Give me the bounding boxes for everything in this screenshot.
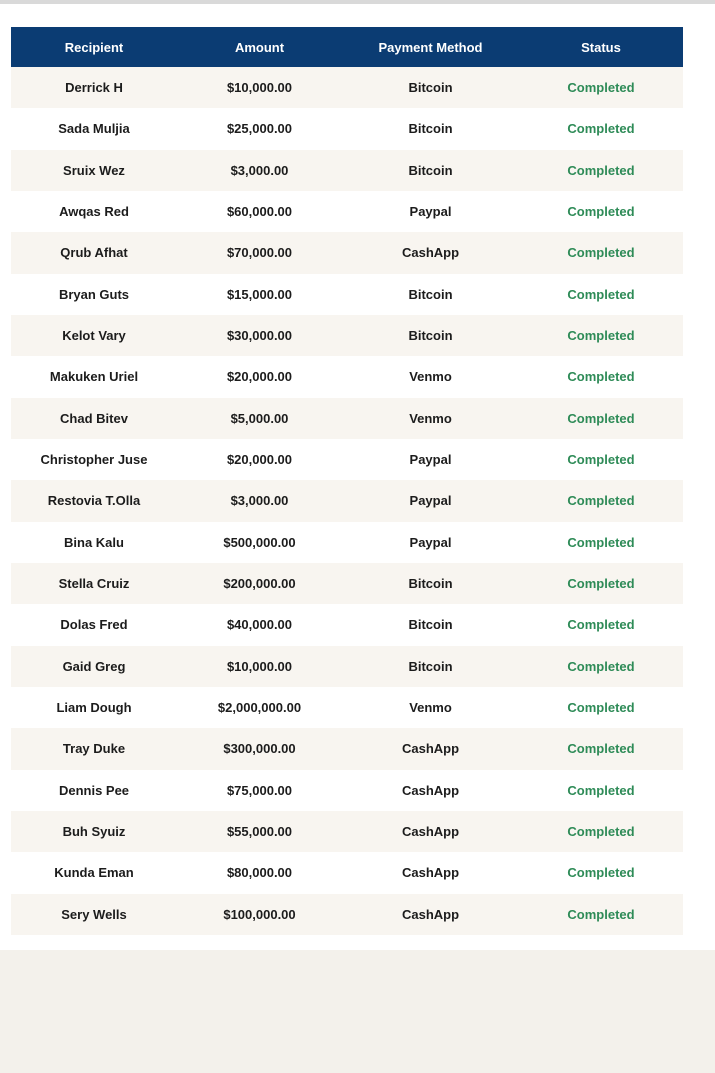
table-body [11, 67, 683, 935]
cell-payment-method: Venmo [342, 687, 519, 728]
cell-status: Completed [519, 67, 683, 108]
cell-recipient: Qrub Afhat [11, 232, 177, 273]
column-header-recipient: Recipient [11, 27, 177, 67]
cell-amount: $3,000.00 [177, 150, 342, 191]
table-row [11, 398, 683, 439]
cell-recipient: Stella Cruiz [11, 563, 177, 604]
cell-amount: $20,000.00 [177, 356, 342, 397]
cell-recipient: Sery Wells [11, 894, 177, 935]
cell-payment-method: Bitcoin [342, 646, 519, 687]
cell-recipient: Dennis Pee [11, 770, 177, 811]
cell-amount: $300,000.00 [177, 728, 342, 769]
cell-status: Completed [519, 646, 683, 687]
table-row [11, 770, 683, 811]
cell-recipient: Gaid Greg [11, 646, 177, 687]
cell-payment-method: Bitcoin [342, 67, 519, 108]
cell-amount: $10,000.00 [177, 646, 342, 687]
cell-payment-method: Paypal [342, 480, 519, 521]
table-row [11, 274, 683, 315]
cell-recipient: Derrick H [11, 67, 177, 108]
cell-amount: $20,000.00 [177, 439, 342, 480]
cell-payment-method: Bitcoin [342, 150, 519, 191]
cell-recipient: Restovia T.Olla [11, 480, 177, 521]
cell-recipient: Dolas Fred [11, 604, 177, 645]
cell-payment-method: Bitcoin [342, 274, 519, 315]
cell-payment-method: Paypal [342, 439, 519, 480]
cell-payment-method: Bitcoin [342, 108, 519, 149]
cell-recipient: Buh Syuiz [11, 811, 177, 852]
payments-table [11, 27, 683, 935]
cell-payment-method: Bitcoin [342, 315, 519, 356]
cell-recipient: Kunda Eman [11, 852, 177, 893]
cell-recipient: Bryan Guts [11, 274, 177, 315]
cell-recipient: Kelot Vary [11, 315, 177, 356]
table-header-row [11, 27, 683, 67]
cell-status: Completed [519, 274, 683, 315]
cell-recipient: Makuken Uriel [11, 356, 177, 397]
cell-status: Completed [519, 687, 683, 728]
table-row [11, 728, 683, 769]
cell-recipient: Bina Kalu [11, 522, 177, 563]
table-row [11, 522, 683, 563]
cell-amount: $25,000.00 [177, 108, 342, 149]
table-row [11, 604, 683, 645]
cell-status: Completed [519, 232, 683, 273]
cell-status: Completed [519, 852, 683, 893]
table-row [11, 646, 683, 687]
cell-amount: $100,000.00 [177, 894, 342, 935]
cell-payment-method: Bitcoin [342, 563, 519, 604]
column-header-status: Status [519, 27, 683, 67]
cell-recipient: Liam Dough [11, 687, 177, 728]
cell-amount: $80,000.00 [177, 852, 342, 893]
cell-payment-method: CashApp [342, 232, 519, 273]
cell-status: Completed [519, 894, 683, 935]
cell-amount: $15,000.00 [177, 274, 342, 315]
cell-recipient: Tray Duke [11, 728, 177, 769]
cell-status: Completed [519, 604, 683, 645]
table-row [11, 811, 683, 852]
cell-amount: $75,000.00 [177, 770, 342, 811]
table-row [11, 563, 683, 604]
cell-status: Completed [519, 563, 683, 604]
table-row [11, 356, 683, 397]
cell-status: Completed [519, 150, 683, 191]
cell-amount: $55,000.00 [177, 811, 342, 852]
cell-status: Completed [519, 108, 683, 149]
cell-recipient: Chad Bitev [11, 398, 177, 439]
cell-payment-method: CashApp [342, 894, 519, 935]
page-footer-area [0, 950, 715, 1073]
cell-recipient: Awqas Red [11, 191, 177, 232]
cell-payment-method: CashApp [342, 811, 519, 852]
cell-payment-method: CashApp [342, 770, 519, 811]
table-row [11, 315, 683, 356]
cell-recipient: Sada Muljia [11, 108, 177, 149]
cell-status: Completed [519, 480, 683, 521]
table-row [11, 67, 683, 108]
cell-status: Completed [519, 522, 683, 563]
cell-payment-method: CashApp [342, 852, 519, 893]
cell-status: Completed [519, 398, 683, 439]
cell-payment-method: Venmo [342, 356, 519, 397]
cell-amount: $5,000.00 [177, 398, 342, 439]
cell-amount: $500,000.00 [177, 522, 342, 563]
cell-amount: $60,000.00 [177, 191, 342, 232]
cell-status: Completed [519, 770, 683, 811]
table-row [11, 894, 683, 935]
cell-status: Completed [519, 439, 683, 480]
cell-payment-method: Venmo [342, 398, 519, 439]
cell-payment-method: CashApp [342, 728, 519, 769]
cell-recipient: Christopher Juse [11, 439, 177, 480]
cell-status: Completed [519, 728, 683, 769]
table-row [11, 232, 683, 273]
column-header-payment-method: Payment Method [342, 27, 519, 67]
cell-recipient: Sruix Wez [11, 150, 177, 191]
cell-status: Completed [519, 811, 683, 852]
top-divider [0, 0, 715, 4]
table-row [11, 687, 683, 728]
table-row [11, 108, 683, 149]
table-row [11, 150, 683, 191]
cell-status: Completed [519, 315, 683, 356]
table-row [11, 852, 683, 893]
cell-amount: $2,000,000.00 [177, 687, 342, 728]
cell-status: Completed [519, 356, 683, 397]
table-row [11, 439, 683, 480]
cell-status: Completed [519, 191, 683, 232]
cell-amount: $70,000.00 [177, 232, 342, 273]
cell-payment-method: Paypal [342, 522, 519, 563]
cell-amount: $10,000.00 [177, 67, 342, 108]
cell-amount: $40,000.00 [177, 604, 342, 645]
column-header-amount: Amount [177, 27, 342, 67]
table-row [11, 191, 683, 232]
cell-payment-method: Bitcoin [342, 604, 519, 645]
cell-amount: $3,000.00 [177, 480, 342, 521]
cell-payment-method: Paypal [342, 191, 519, 232]
cell-amount: $30,000.00 [177, 315, 342, 356]
cell-amount: $200,000.00 [177, 563, 342, 604]
table-row [11, 480, 683, 521]
